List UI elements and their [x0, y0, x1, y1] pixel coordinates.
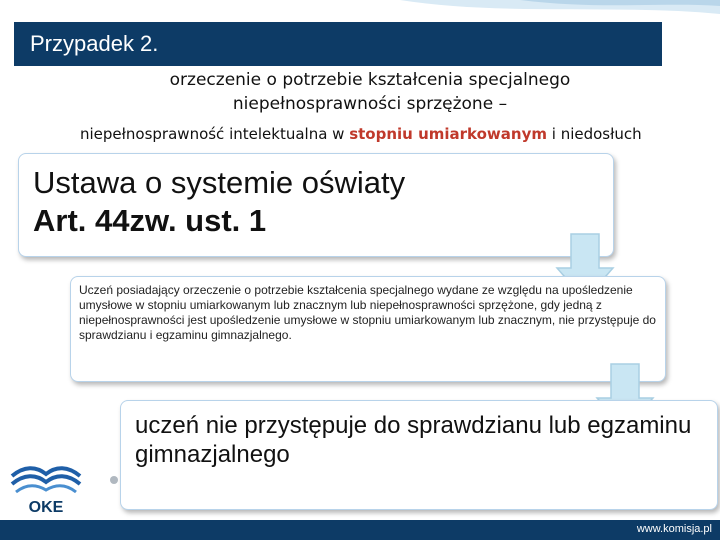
subtitle-line-2: niepełnosprawności sprzężone – — [232, 94, 508, 114]
oke-logo — [6, 462, 86, 522]
law-reference-box — [18, 153, 614, 257]
law-title: Ustawa o systemie oświaty — [33, 165, 406, 200]
law-article: Art. 44zw. ust. 1 — [33, 203, 267, 238]
subtitle — [120, 68, 620, 116]
top-wave-decoration — [0, 0, 720, 24]
footer-bar — [0, 520, 720, 540]
bullet-dot — [110, 476, 118, 484]
conclusion-box — [120, 400, 718, 510]
slide-title: Przypadek 2. — [14, 22, 662, 66]
subtitle-line-3-prefix: niepełnosprawność intelektualna w — [80, 125, 350, 143]
law-text: Uczeń posiadający orzeczenie o potrzebie kształcenia specjalnego wydane ze względu na upośledzenie umysłowe w stopniu umiarkowanym lub znacznym lub niepełnosprawności sprzężone, gdy jedną z niepełnosprawności jest upośledzenie umysłowe w stopniu umiarkowanym lub znacznym, nie przystępuje do sprawdzianu i egzaminu gimnazjalnego. — [79, 283, 656, 342]
law-text-box — [70, 276, 666, 382]
website-link[interactable]: www.komisja.pl — [636, 523, 712, 535]
logo-text: OKE — [28, 499, 64, 516]
subtitle-emphasis: stopniu umiarkowanym — [349, 125, 547, 143]
subtitle-line-3 — [80, 124, 720, 144]
subtitle-line-3-suffix: i niedosłuch — [546, 125, 642, 143]
subtitle-line-1: orzeczenie o potrzebie kształcenia specjalnego — [169, 70, 571, 90]
conclusion-text: uczeń nie przystępuje do sprawdzianu lub egzaminu gimnazjalnego — [135, 412, 692, 468]
